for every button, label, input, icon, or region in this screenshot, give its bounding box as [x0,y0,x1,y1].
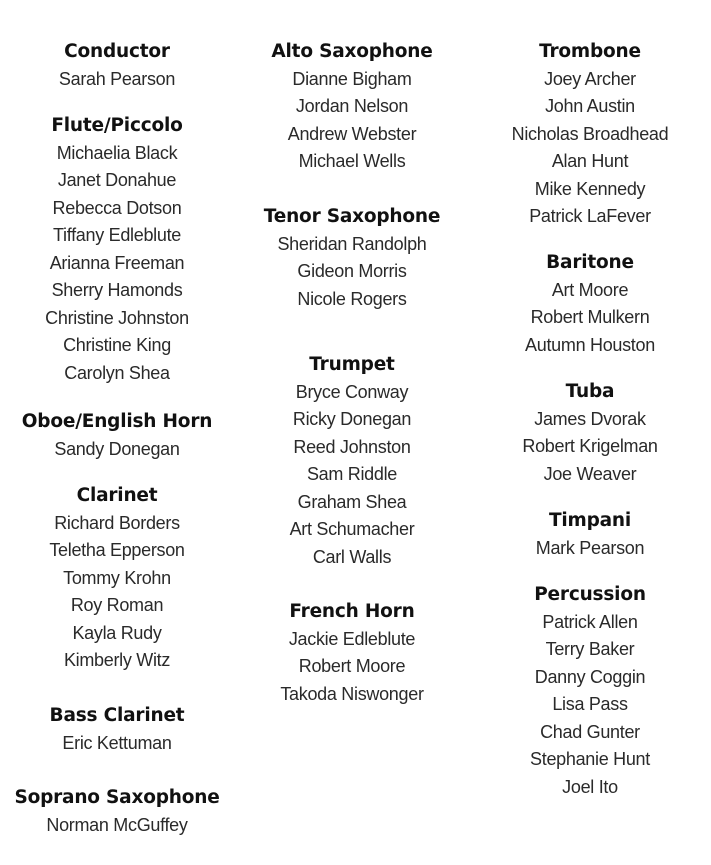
section-trumpet [290,351,415,571]
musician-name: Alan Hunt [551,151,629,171]
section-heading: Bass Clarinet [49,705,185,726]
musician-name: Joe Weaver [543,463,637,484]
musician-name: Rebecca Dotson [52,197,182,218]
musician-name: Christine King [63,335,171,355]
musician-name: Arianna Freeman [49,252,185,273]
section-bass-clarinet [50,702,185,757]
musician-name: Reed Johnston [293,436,411,457]
section-oboe-english-horn [22,408,212,463]
musician-name: Art Schumacher [289,519,415,539]
musician-name: Jordan Nelson [295,96,409,116]
section-heading: Baritone [546,252,634,273]
musician-name: Tiffany Edleblute [53,225,181,245]
section-soprano-saxophone [14,784,219,839]
musician-name: Art Moore [551,279,629,300]
section-heading: Trumpet [309,354,395,375]
musician-name: Christine Johnston [45,307,189,328]
section-heading: Soprano Saxophone [14,787,220,808]
musician-name: Chad Gunter [540,721,640,742]
section-alto-saxophone [271,38,432,176]
musician-name: Graham Shea [297,491,407,512]
musician-name: Gideon Morris [297,261,407,281]
section-tenor-saxophone [264,203,440,313]
musician-name: Sam Riddle [306,464,398,484]
musician-name: Jackie Edleblute [288,628,416,649]
section-heading: Tenor Saxophone [263,206,441,227]
musician-name: Ricky Donegan [292,409,412,429]
section-heading: Timpani [548,510,632,531]
musician-name: Lisa Pass [552,694,628,714]
section-percussion [530,581,650,801]
section-heading: Tuba [565,381,615,402]
musician-name: Robert Mulkern [530,307,650,327]
musician-name: Robert Krigelman [522,436,658,456]
musician-name: Takoda Niswonger [280,683,424,704]
musician-name: Kayla Rudy [72,622,162,643]
section-tuba [522,378,657,488]
musician-name: Danny Coggin [534,666,646,687]
section-heading: Percussion [534,584,646,605]
musician-name: Carolyn Shea [64,362,170,383]
musician-name: Sheridan Randolph [277,233,427,254]
musician-name: Andrew Webster [287,123,417,144]
section-heading: Alto Saxophone [271,41,433,62]
musician-name: Autumn Houston [525,334,655,355]
section-heading: Conductor [64,41,170,62]
musician-name: Sarah Pearson [58,68,176,89]
musician-name: Patrick LaFever [529,206,651,226]
musician-name: James Dvorak [534,408,646,429]
musician-name: Tommy Krohn [63,567,171,588]
section-heading: Clarinet [76,485,158,506]
musician-name: Eric Kettuman [62,732,172,753]
musician-name: John Austin [545,96,635,116]
section-baritone [525,249,655,359]
musician-name: Carl Walls [312,546,392,567]
musician-name: Nicholas Broadhead [511,123,669,144]
musician-name: Roy Roman [70,595,164,615]
musician-name: Janet Donahue [57,170,177,190]
musician-name: Joey Archer [544,68,636,89]
musician-name: Michael Wells [298,151,406,171]
section-clarinet [49,482,184,675]
musician-name: Patrick Allen [542,611,638,632]
musician-name: Norman McGuffey [46,814,188,835]
musician-name: Nicole Rogers [297,288,407,309]
musician-name: Mark Pearson [535,537,645,558]
musician-name: Michaelia Black [56,142,178,163]
section-french-horn [280,598,423,708]
section-trombone [512,38,669,231]
section-timpani [536,507,644,562]
section-heading: Trombone [539,41,641,62]
musician-name: Sherry Hamonds [51,280,183,300]
musician-name: Kimberly Witz [63,650,171,670]
section-conductor [59,38,175,93]
section-heading: Flute/Piccolo [51,115,183,136]
musician-name: Sandy Donegan [54,438,180,459]
musician-name: Richard Borders [54,512,180,533]
musician-name: Robert Moore [298,656,406,676]
section-heading: French Horn [289,601,415,622]
musician-name: Dianne Bigham [292,68,412,89]
musician-name: Mike Kennedy [534,178,646,199]
section-heading: Oboe/English Horn [21,411,213,432]
musician-name: Stephanie Hunt [530,749,650,769]
musician-name: Terry Baker [545,639,635,659]
musician-name: Joel Ito [562,776,618,797]
section-flute-piccolo [45,112,189,387]
musician-name: Teletha Epperson [49,540,185,560]
musician-name: Bryce Conway [295,381,409,402]
